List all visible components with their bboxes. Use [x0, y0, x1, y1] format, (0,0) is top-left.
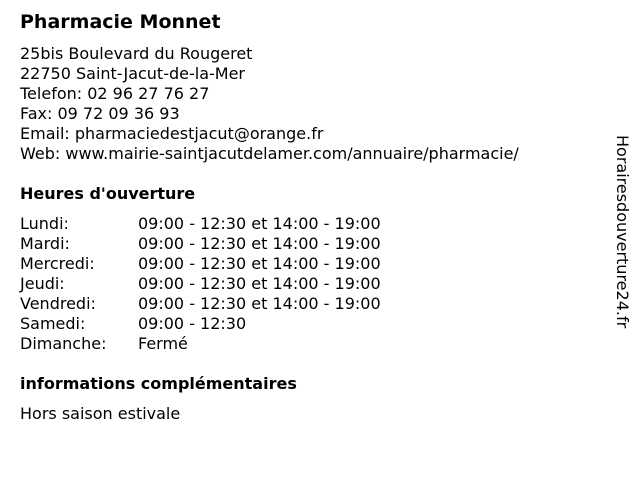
address-line-2: 22750 Saint-Jacut-de-la-Mer	[20, 64, 245, 83]
hours-day: Samedi:	[20, 314, 86, 333]
hours-day: Lundi:	[20, 214, 69, 233]
phone-line: Telefon: 02 96 27 76 27	[20, 84, 210, 103]
watermark-text: Horairesdouverture24.fr	[613, 135, 632, 329]
hours-time: 09:00 - 12:30 et 14:00 - 19:00	[138, 254, 381, 273]
hours-time: 09:00 - 12:30 et 14:00 - 19:00	[138, 214, 381, 233]
hours-day: Mercredi:	[20, 254, 95, 273]
hours-day: Vendredi:	[20, 294, 96, 313]
web-line: Web: www.mairie-saintjacutdelamer.com/annuaire/pharmacie/	[20, 144, 519, 163]
hours-heading: Heures d'ouverture	[20, 184, 196, 203]
hours-time: 09:00 - 12:30	[138, 314, 247, 333]
hours-day: Mardi:	[20, 234, 70, 253]
pharmacy-name: Pharmacie Monnet	[20, 11, 221, 33]
fax-line: Fax: 09 72 09 36 93	[20, 104, 180, 123]
hours-day: Jeudi:	[20, 274, 65, 293]
contact-block	[20, 44, 519, 164]
hours-time: 09:00 - 12:30 et 14:00 - 19:00	[138, 294, 381, 313]
watermark	[612, 135, 632, 371]
hours-time: 09:00 - 12:30 et 14:00 - 19:00	[138, 274, 381, 293]
hours-time: Fermé	[138, 334, 188, 353]
address-line-1: 25bis Boulevard du Rougeret	[20, 44, 253, 63]
hours-time: 09:00 - 12:30 et 14:00 - 19:00	[138, 234, 381, 253]
info-text: Hors saison estivale	[20, 404, 181, 423]
hours-day: Dimanche:	[20, 334, 107, 353]
info-heading: informations complémentaires	[20, 374, 297, 393]
email-line: Email: pharmaciedestjacut@orange.fr	[20, 124, 324, 143]
